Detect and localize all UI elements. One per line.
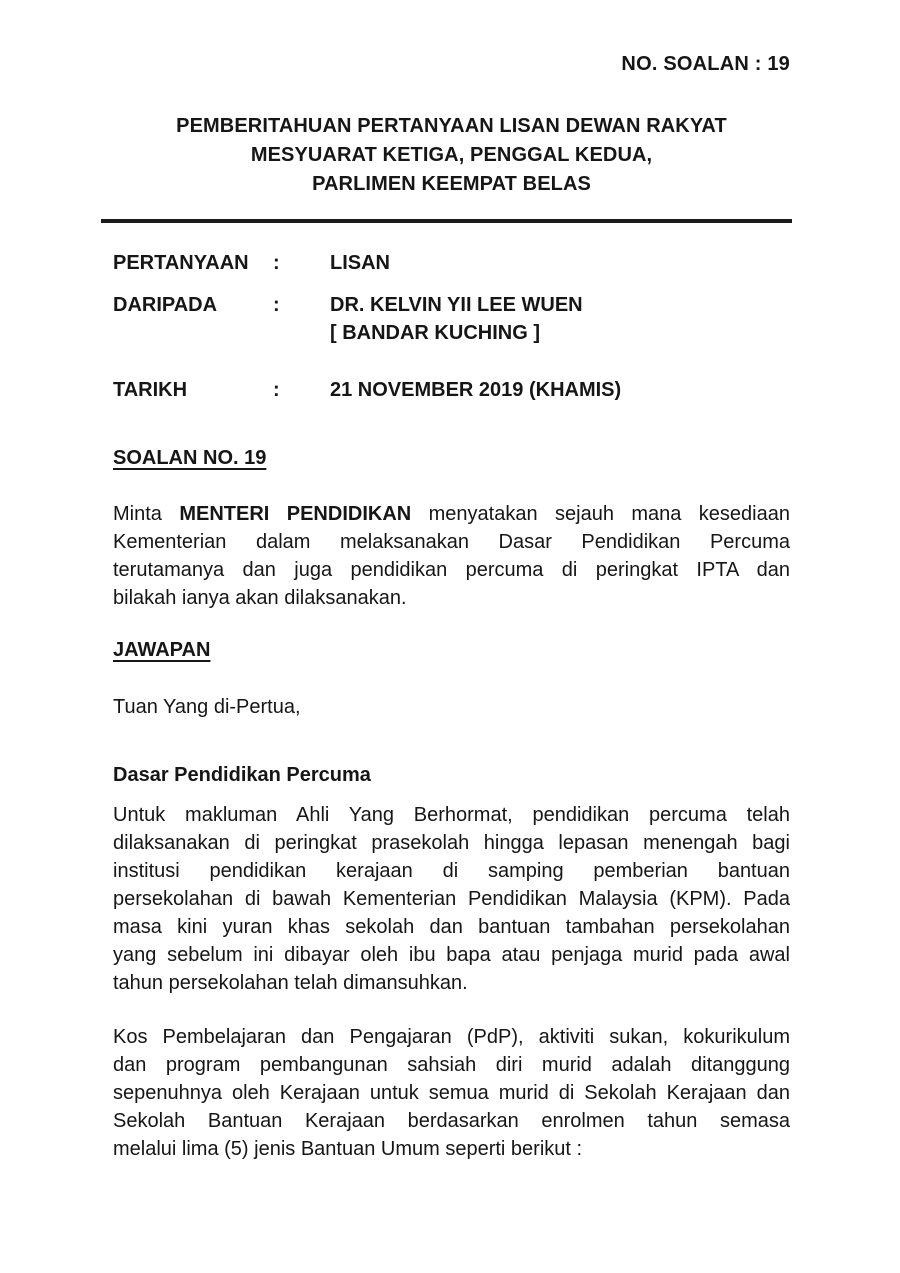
text-line: tahun persekolahan telah dimansuhkan.	[113, 972, 468, 994]
meta-row-tarikh	[113, 376, 790, 404]
meta-value-daripada	[330, 291, 790, 347]
minister-name: MENTERI PENDIDIKAN	[179, 503, 412, 525]
text-line: terutamanya dan juga pendidikan percuma di peringkat IPTA dan	[113, 559, 790, 581]
text-line: Sekolah Bantuan Kerajaan berdasarkan enrolmen tahun semasa	[113, 1110, 790, 1132]
text-line: dan program pembangunan sahsiah diri murid adalah ditanggung	[113, 1054, 790, 1076]
meta-row-pertanyaan	[113, 249, 790, 277]
title-line-2: MESYUARAT KETIGA, PENGGAL KEDUA,	[250, 144, 653, 166]
text-line: Kementerian dalam melaksanakan Dasar Pendidikan Percuma	[113, 531, 790, 553]
meta-row-daripada	[113, 291, 790, 347]
text-line: institusi pendidikan kerajaan di samping pemberian bantuan	[113, 860, 790, 882]
text-line: persekolahan di bawah Kementerian Pendidikan Malaysia (KPM). Pada	[113, 888, 790, 910]
text-line: bilakah ianya akan dilaksanakan.	[113, 587, 407, 609]
member-name: DR. KELVIN YII LEE WUEN	[330, 294, 583, 316]
title-line-3: PARLIMEN KEEMPAT BELAS	[312, 173, 591, 195]
constituency: [ BANDAR KUCHING ]	[330, 322, 540, 344]
policy-subheading: Dasar Pendidikan Percuma	[113, 764, 371, 786]
document-title	[113, 112, 790, 199]
question-line-1	[113, 500, 790, 528]
text-line: Kos Pembelajaran dan Pengajaran (PdP), aktiviti sukan, kokurikulum	[113, 1026, 790, 1048]
question-line-1-rest: menyatakan sejauh mana kesediaan	[411, 503, 790, 525]
meta-colon: :	[273, 379, 280, 401]
text-line: masa kini yuran khas sekolah dan bantuan tambahan persekolahan	[113, 916, 790, 938]
meta-value-pertanyaan: LISAN	[330, 252, 390, 274]
horizontal-divider	[101, 219, 792, 223]
question-number-label: NO. SOALAN : 19	[621, 53, 790, 75]
meta-label-tarikh: TARIKH	[113, 379, 188, 401]
title-line-1: PEMBERITAHUAN PERTANYAAN LISAN DEWAN RAKYAT	[176, 115, 727, 137]
meta-label-pertanyaan: PERTANYAAN	[113, 252, 249, 274]
text-line: Untuk makluman Ahli Yang Berhormat, pendidikan percuma telah	[113, 804, 790, 826]
question-heading-text: SOALAN NO. 19	[113, 447, 267, 469]
answer-paragraph-2	[113, 1023, 790, 1163]
answer-paragraph-1	[113, 801, 790, 997]
salutation: Tuan Yang di-Pertua,	[113, 696, 301, 718]
meta-label-daripada: DARIPADA	[113, 294, 218, 316]
question-section-heading	[113, 444, 790, 472]
meta-colon: :	[273, 294, 280, 316]
meta-section	[113, 249, 790, 404]
answer-section-heading	[113, 636, 790, 664]
meta-value-tarikh: 21 NOVEMBER 2019 (KHAMIS)	[330, 379, 622, 401]
text-line: yang sebelum ini dibayar oleh ibu bapa atau penjaga murid pada awal	[113, 944, 790, 966]
text-line: melalui lima (5) jenis Bantuan Umum seperti berikut :	[113, 1138, 583, 1160]
meta-colon: :	[273, 252, 280, 274]
answer-heading-text: JAWAPAN	[113, 639, 211, 661]
question-intro: Minta	[113, 503, 180, 525]
question-paragraph	[113, 500, 790, 612]
text-line: dilaksanakan di peringkat prasekolah hingga lepasan menengah bagi	[113, 832, 790, 854]
text-line: sepenuhnya oleh Kerajaan untuk semua murid di Sekolah Kerajaan dan	[113, 1082, 790, 1104]
